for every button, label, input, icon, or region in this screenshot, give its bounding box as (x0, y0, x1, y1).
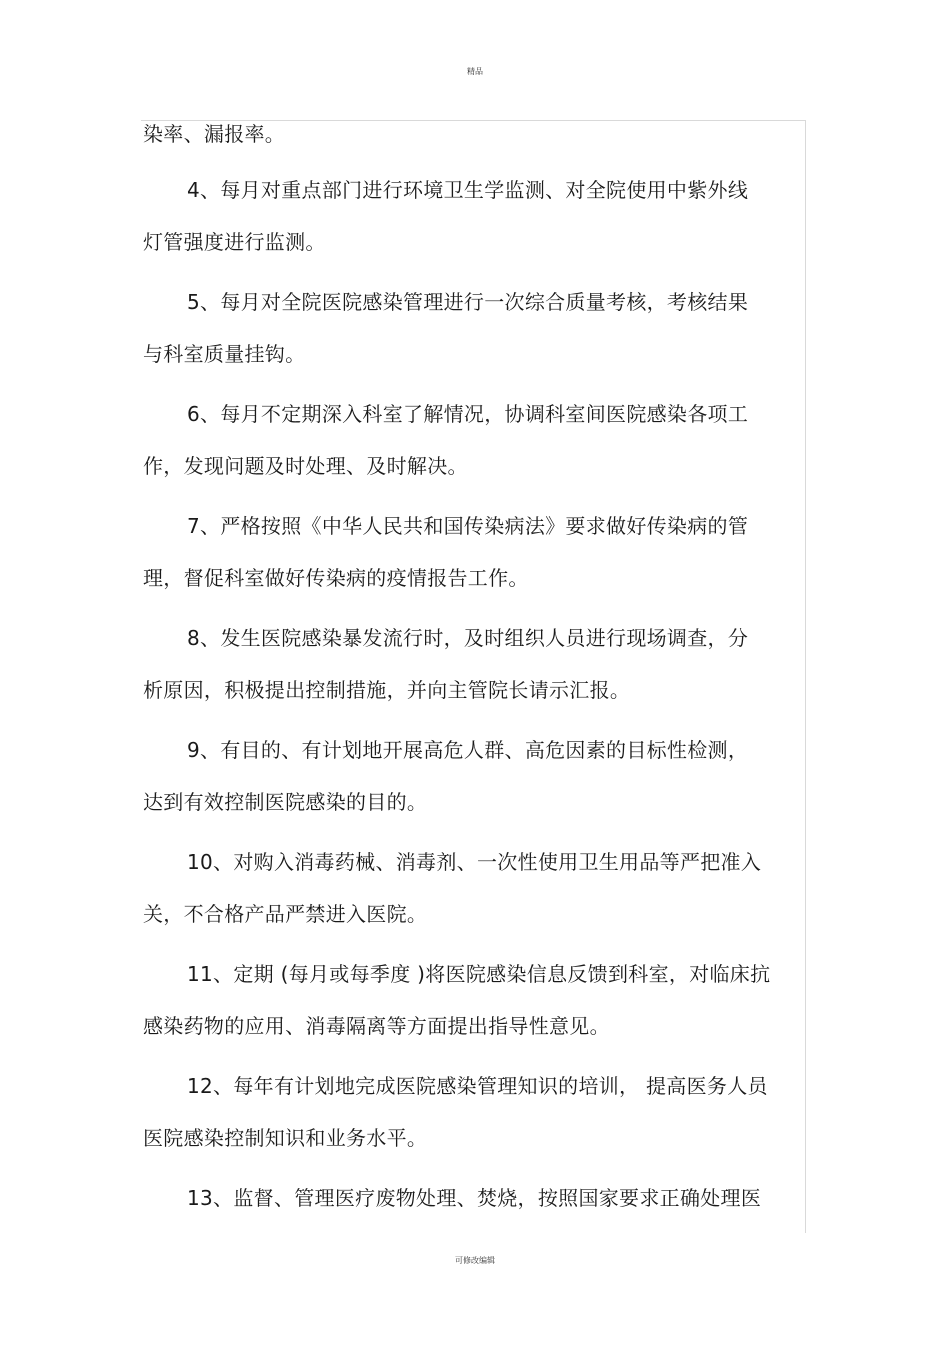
paragraph-line: 13、监督、管理医疗废物处理、焚烧，按照国家要求正确处理医 (187, 1186, 762, 1210)
paragraph-8 (143, 626, 803, 738)
paragraph-line: 感染药物的应用、消毒隔离等方面提出指导性意见。 (143, 1014, 610, 1038)
paragraph-10 (143, 850, 803, 962)
paragraph-line: 11、定期 (每月或每季度 )将医院感染信息反馈到科室，对临床抗 (187, 962, 771, 986)
paragraph-12 (143, 1074, 803, 1186)
paragraph-line: 5、每月对全院医院感染管理进行一次综合质量考核，考核结果 (187, 290, 749, 314)
paragraph-line: 作，发现问题及时处理、及时解决。 (143, 454, 468, 478)
paragraph-line: 6、每月不定期深入科室了解情况，协调科室间医院感染各项工 (187, 402, 749, 426)
paragraph-line: 与科室质量挂钩。 (143, 342, 306, 366)
paragraph-line: 7、严格按照《中华人民共和国传染病法》要求做好传染病的管 (187, 514, 749, 538)
paragraph-11 (143, 962, 803, 1074)
lead-paragraph (143, 122, 803, 178)
paragraph-line: 医院感染控制知识和业务水平。 (143, 1126, 428, 1150)
paragraph-6 (143, 402, 803, 514)
footer-watermark: 可修改编辑 (455, 1256, 495, 1265)
lead-line: 染率、漏报率。 (143, 122, 286, 146)
paragraph-line: 4、每月对重点部门进行环境卫生学监测、对全院使用中紫外线 (187, 178, 749, 202)
paragraph-line: 9、有目的、有计划地开展高危人群、高危因素的目标性检测， (187, 738, 749, 762)
paragraph-13 (143, 1186, 803, 1298)
paragraph-line: 10、对购入消毒药械、消毒剂、一次性使用卫生用品等严把准入 (187, 850, 762, 874)
paragraph-5 (143, 290, 803, 402)
header-watermark: 精品 (467, 67, 483, 76)
paragraph-line: 理，督促科室做好传染病的疫情报告工作。 (143, 566, 529, 590)
paragraph-line: 灯管强度进行监测。 (143, 230, 326, 254)
paragraph-line: 12、每年有计划地完成医院感染管理知识的培训， 提高医务人员 (187, 1074, 768, 1098)
paragraph-line: 关，不合格产品严禁进入医院。 (143, 902, 428, 926)
paragraph-line: 8、发生医院感染暴发流行时，及时组织人员进行现场调查，分 (187, 626, 749, 650)
paragraph-line: 析原因，积极提出控制措施，并向主管院长请示汇报。 (143, 678, 631, 702)
paragraph-4 (143, 178, 803, 290)
paragraph-9 (143, 738, 803, 850)
document-body (143, 122, 803, 1298)
paragraph-7 (143, 514, 803, 626)
paragraph-line: 达到有效控制医院感染的目的。 (143, 790, 428, 814)
